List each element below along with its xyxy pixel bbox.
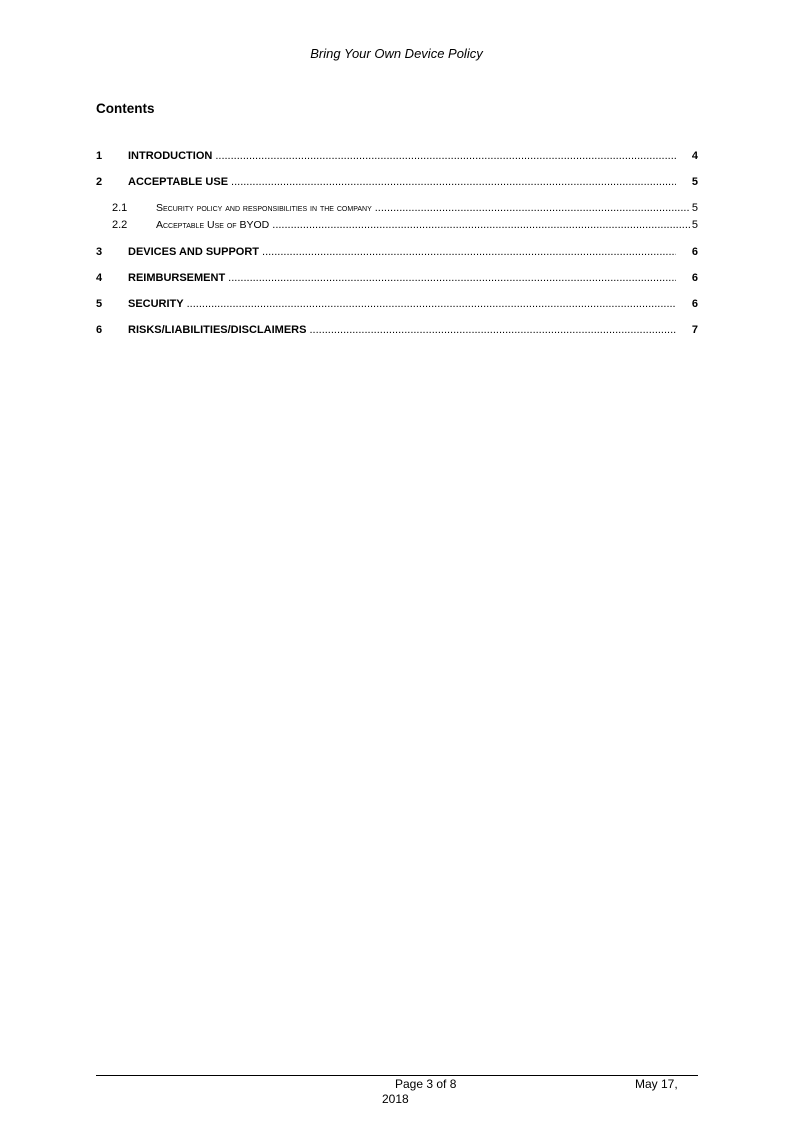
toc-title: SECURITY [128, 298, 184, 310]
toc-number: 1 [96, 150, 103, 162]
toc-page-number: 4 [691, 150, 698, 162]
toc-page-number: 5 [691, 176, 698, 188]
toc-title: INTRODUCTION [128, 150, 213, 162]
toc-number: 2.2 [112, 219, 128, 231]
toc-entry-reimbursement[interactable] [96, 271, 698, 285]
toc-page-number: 6 [691, 272, 698, 284]
toc-leader-dots [215, 149, 676, 163]
toc-leader-dots [187, 297, 676, 311]
toc-title: Acceptable Use of BYOD [156, 219, 270, 231]
toc-page-number: 5 [691, 219, 698, 231]
toc-page-number: 7 [691, 324, 698, 336]
toc-entry-introduction[interactable] [96, 149, 698, 163]
toc-number: 2.1 [112, 202, 128, 214]
toc-leader-dots [228, 271, 676, 285]
toc-entry-security-policy[interactable] [96, 201, 698, 215]
toc-number: 3 [96, 246, 103, 258]
toc-page-number: 6 [691, 246, 698, 258]
page-header: Bring Your Own Device Policy [310, 46, 483, 61]
toc-title: REIMBURSEMENT [128, 272, 226, 284]
toc-leader-dots [272, 218, 690, 232]
toc-number: 4 [96, 272, 103, 284]
toc-page-number: 5 [691, 202, 698, 214]
toc-entry-acceptable-use[interactable] [96, 175, 698, 189]
toc-leader-dots [375, 201, 690, 215]
toc-entry-acceptable-use-byod[interactable] [96, 218, 698, 232]
toc-number: 5 [96, 298, 103, 310]
footer-page-number: Page 3 of 8 [395, 1077, 457, 1091]
footer-divider [96, 1075, 698, 1076]
footer-date: May 17, [635, 1077, 678, 1091]
toc-title: DEVICES AND SUPPORT [128, 246, 260, 258]
toc-title: Security policy and responsibilities in the company [156, 202, 372, 214]
toc-leader-dots [262, 245, 676, 259]
toc-entry-devices-support[interactable] [96, 245, 698, 259]
toc-title: RISKS/LIABILITIES/DISCLAIMERS [128, 324, 307, 336]
toc-entry-security[interactable] [96, 297, 698, 311]
contents-heading: Contents [96, 101, 155, 116]
toc-leader-dots [231, 175, 676, 189]
toc-title: ACCEPTABLE USE [128, 176, 229, 188]
toc-leader-dots [309, 323, 676, 337]
toc-number: 2 [96, 176, 103, 188]
footer-date-year: 2018 [382, 1092, 409, 1106]
toc-entry-risks[interactable] [96, 323, 698, 337]
toc-page-number: 6 [691, 298, 698, 310]
toc-number: 6 [96, 324, 103, 336]
